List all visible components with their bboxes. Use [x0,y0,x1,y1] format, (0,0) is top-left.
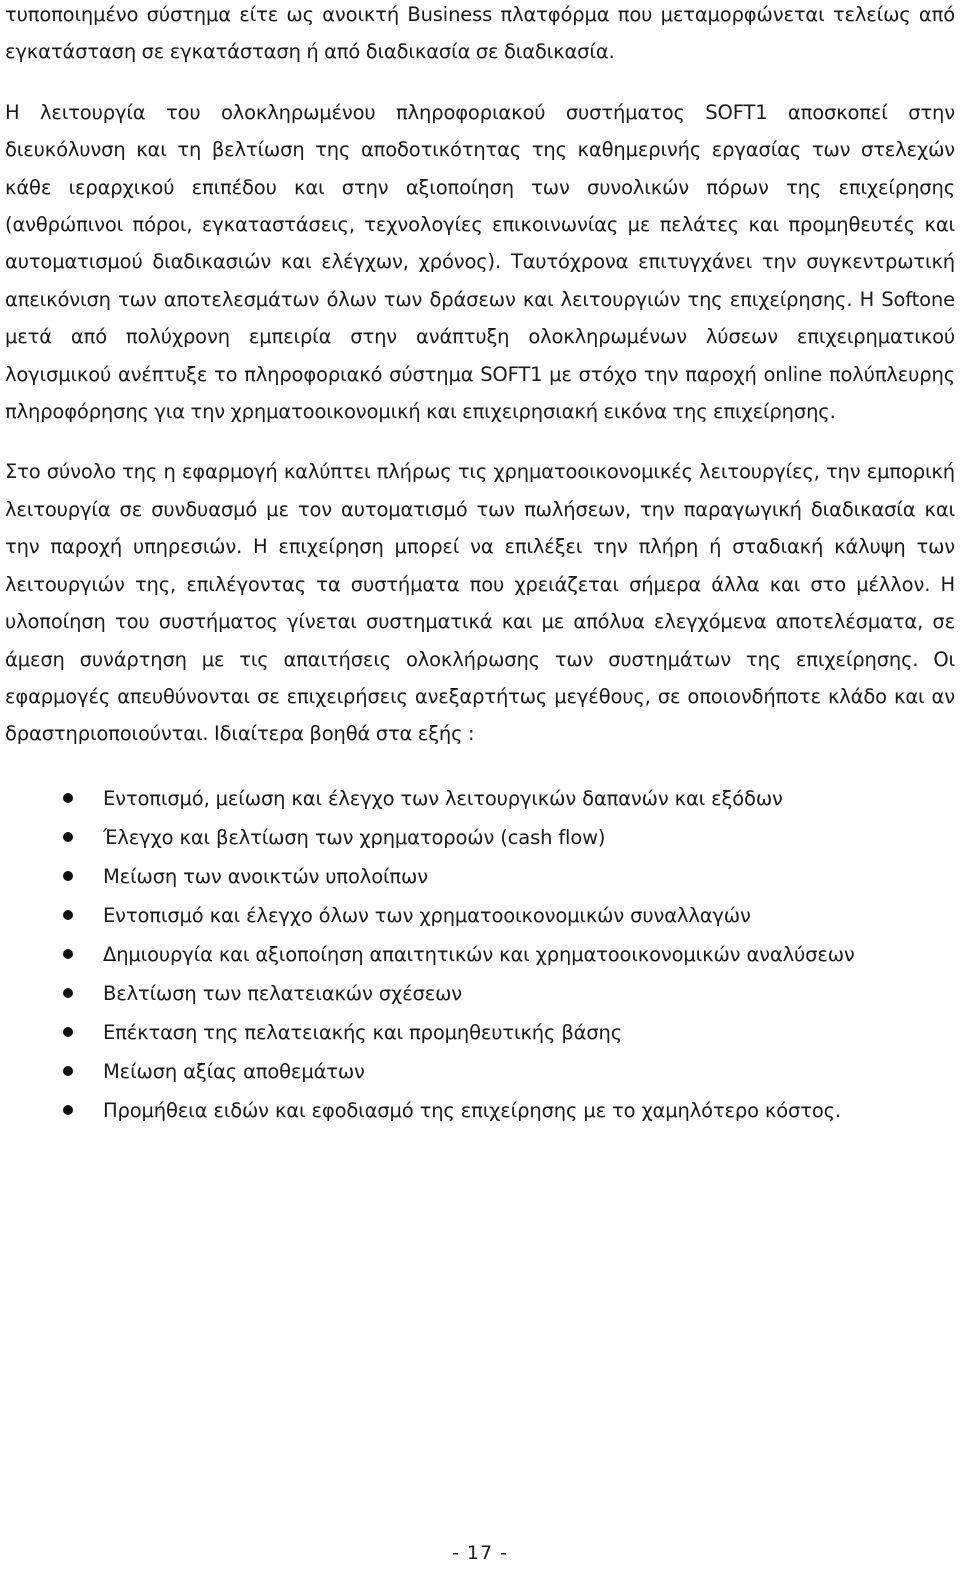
bullet-icon [63,949,73,959]
bullet-icon [63,1105,73,1115]
bullet-icon [63,910,73,920]
list-item-text: Δημιουργία και αξιοποίηση απαιτητικών και χρηματοοικονομικών αναλύσεων [103,942,855,966]
list-item [5,1013,955,1052]
paragraph-application-coverage: Στο σύνολο της η εφαρμογή καλύπτει πλήρως τις χρηματοοικονομικές λειτουργίες, την εμπορική λειτουργία σε συνδυασμό με τον αυτοματισμό των πωλήσεων, την παραγωγική διαδικασία και την παροχή υπηρεσιών. Η επιχείρηση μπορεί να επιλέξει την πλήρη ή σταδιακή κάλυψη των λειτουργιών της, επιλέγοντας τα συστήματα που χρειάζεται σήμερα άλλα και στο μέλλον. Η υλοποίηση του συστήματος γίνεται συστηματικά και με απόλυα ελεγχόμενα αποτελέσματα, σε άμεση συνάρτηση με τις απαιτήσεις ολοκλήρωσης των συστημάτων της επιχείρησης. Οι εφαρμογές απευθύνονται σε επιχειρήσεις ανεξαρτήτως μεγέθους, σε οποιονδήποτε κλάδο και αν δραστηριοποιούνται. Ιδιαίτερα βοηθά στα εξής : [5,460,955,746]
list-item-text: Μείωση αξίας αποθεμάτων [103,1059,365,1083]
list-item-text: Μείωση των ανοικτών υπολοίπων [103,864,428,888]
benefits-list [5,779,955,1130]
bullet-icon [63,871,73,881]
list-item [5,896,955,935]
list-item-text: Εντοπισμό, μείωση και έλεγχο των λειτουργικών δαπανών και εξόδων [103,786,783,810]
bullet-icon [63,793,73,803]
list-item-text: Βελτίωση των πελατειακών σχέσεων [103,981,463,1005]
list-item [5,857,955,896]
list-item-text: Εντοπισμό και έλεγχο όλων των χρηματοοικονομικών συναλλαγών [103,903,751,927]
page-number: - 17 - [452,1542,508,1564]
list-item-text: Έλεγχο και βελτίωση των χρηματοροών (cash flow) [103,825,606,849]
list-item [5,818,955,857]
list-item [5,1052,955,1091]
list-item-text: Επέκταση της πελατειακής και προμηθευτικής βάσης [103,1020,623,1044]
document-page [5,0,955,1130]
bullet-icon [63,832,73,842]
list-item [5,779,955,818]
list-item [5,974,955,1013]
list-item [5,1091,955,1130]
paragraph-soft1-purpose: Η λειτουργία του ολοκληρωμένου πληροφοριακού συστήματος SOFT1 αποσκοπεί στην διευκόλυνση και τη βελτίωση της αποδοτικότητας της καθημερινής εργασίας των στελεχών κάθε ιεραρχικού επιπέδου και στην αξιοποίηση των συνολικών πόρων της επιχείρησης (ανθρώπινοι πόροι, εγκαταστάσεις, τεχνολογίες επικοινωνίας με πελάτες και προμηθευτές και αυτοματισμού διαδικασιών και ελέγχων, χρόνος). Ταυτόχρονα επιτυγχάνει την συγκεντρωτική απεικόνιση των αποτελεσμάτων όλων των δράσεων και λειτουργιών της επιχείρησης. Η Softone μετά από πολύχρονη εμπειρία στην ανάπτυξη ολοκληρωμένων λύσεων επιχειρηματικού λογισμικού ανέπτυξε το πληροφοριακό σύστημα SOFT1 με στόχο την παροχή online πολύπλευρης πληροφόρησης για την χρηματοοικονομική και επιχειρησιακή εικόνα της επιχείρησης. [5,100,955,424]
bullet-icon [63,1066,73,1076]
bullet-icon [63,988,73,998]
continuation-paragraph: τυποποιημένο σύστημα είτε ως ανοικτή Business πλατφόρμα που μεταμορφώνεται τελείως από εγκατάσταση σε εγκατάσταση ή από διαδικασία σε διαδικασία. [5,3,955,64]
bullet-icon [63,1027,73,1037]
list-item [5,935,955,974]
list-item-text: Προμήθεια ειδών και εφοδιασμό της επιχείρησης με το χαμηλότερο κόστος. [103,1098,841,1122]
